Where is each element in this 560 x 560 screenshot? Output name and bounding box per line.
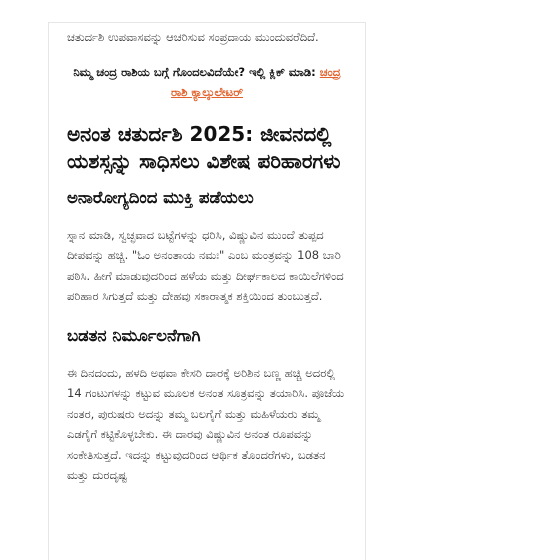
- intro-paragraph: ಚತುರ್ದಶಿ ಉಪವಾಸವನ್ನು ಆಚರಿಸುವ ಸಂಪ್ರದಾಯ ಮುಂದುವರೆದಿದೆ.: [67, 30, 319, 44]
- article-content: [48, 22, 366, 560]
- section-body-poverty: ಈ ದಿನದಂದು, ಹಳದಿ ಅಥವಾ ಕೇಸರಿ ದಾರಕ್ಕೆ ಅರಿಶಿನ ಬಣ್ಣ ಹಚ್ಚಿ ಅದರಲ್ಲಿ 14 ಗಂಟುಗಳನ್ನು ಕಟ್ಟುವ ಮೂಲಕ ಅನಂತ ಸೂತ್ರವನ್ನು ತಯಾರಿಸಿ. ಪೂಜೆಯ ನಂತರ, ಪುರುಷರು ಅದನ್ನು ತಮ್ಮ ಬಲಗೈಗೆ ಮತ್ತು ಮಹಿಳೆಯರು ತಮ್ಮ ಎಡಗೈಗೆ ಕಟ್ಟಿಕೊಳ್ಳಬೇಕು. ಈ ದಾರವು ವಿಷ್ಣುವಿನ ಅನಂತ ರೂಪವನ್ನು ಸಂಕೇತಿಸುತ್ತದೆ. ಇದನ್ನು ಕಟ್ಟುವುದರಿಂದ ಆರ್ಥಿಕ ತೊಂದರೆಗಳು, ಬಡತನ ಮತ್ತು ದುರದೃಷ್ಟ: [67, 365, 345, 482]
- section-heading-illness: ಅನಾರೋಗ್ಯದಿಂದ ಮುಕ್ತಿ ಪಡೆಯಲು: [67, 187, 254, 207]
- article-main-heading: ಅನಂತ ಚತುರ್ದಶಿ 2025: ಜೀವನದಲ್ಲಿ ಯಶಸ್ಸನ್ನು ಸಾಧಿಸಲು ವಿಶೇಷ ಪರಿಹಾರಗಳು: [67, 121, 341, 173]
- section-body-illness: ಸ್ನಾನ ಮಾಡಿ, ಸ್ವಚ್ಛವಾದ ಬಟ್ಟೆಗಳನ್ನು ಧರಿಸಿ, ವಿಷ್ಣುವಿನ ಮುಂದೆ ತುಪ್ಪದ ದೀಪವನ್ನು ಹಚ್ಚಿ. "ಓಂ ಅನಂತಾಯ ನಮಃ" ಎಂಬ ಮಂತ್ರವನ್ನು 108 ಬಾರಿ ಪಠಿಸಿ. ಹೀಗೆ ಮಾಡುವುದರಿಂದ ಹಳೆಯ ಮತ್ತು ದೀರ್ಘಕಾಲದ ಕಾಯಿಲೆಗಳಿಂದ ಪರಿಹಾರ ಸಿಗುತ್ತದೆ ಮತ್ತು ದೇಹವು ಸಕಾರಾತ್ಮಕ ಶಕ್ತಿಯಿಂದ ತುಂಬುತ್ತದೆ.: [67, 227, 344, 303]
- moon-sign-calculator-link[interactable]: ಚಂದ್ರ ರಾಶಿ ಕ್ಯಾಲ್ಕುಲೇಟರ್: [170, 64, 341, 99]
- section-heading-poverty: ಬಡತನ ನಿರ್ಮೂಲನೆಗಾಗಿ: [67, 325, 201, 345]
- promo-text: ನಿಮ್ಮ ಚಂದ್ರ ರಾಶಿಯ ಬಗ್ಗೆ ಗೊಂದಲವಿದೆಯೇ? ಇಲ್ಲಿ ಕ್ಲಿಕ್ ಮಾಡಿ:: [73, 64, 316, 79]
- moon-sign-promo: [67, 62, 347, 103]
